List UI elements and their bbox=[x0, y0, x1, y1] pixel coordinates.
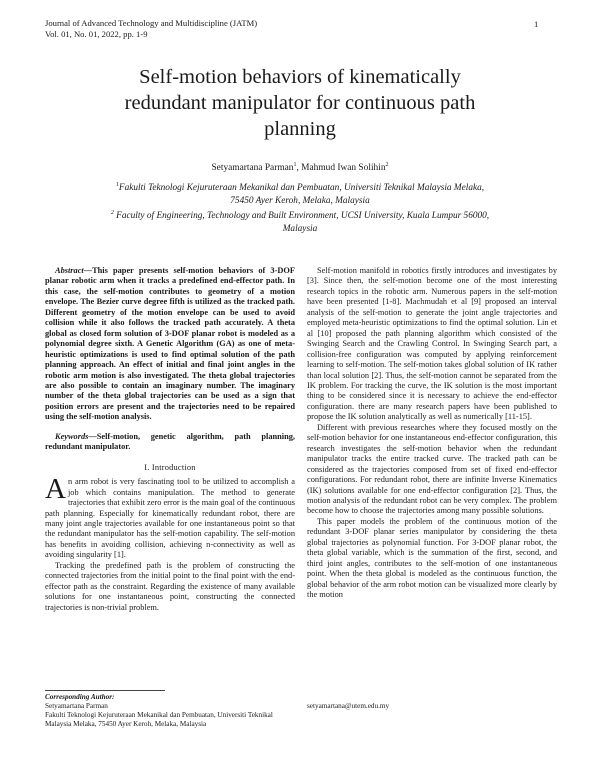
affiliation-2 bbox=[56, 210, 544, 236]
affiliation-1 bbox=[56, 182, 544, 208]
author-2-sup: 2 bbox=[385, 161, 389, 168]
author-1-sup: 1 bbox=[293, 161, 297, 168]
affil-2-line-2: Malaysia bbox=[282, 224, 318, 234]
author-separator: , bbox=[296, 163, 302, 173]
intro-paragraph-2: Tracking the predefined path is the problem of constructing the connected trajectories from the initial point to the final point with the end-effector path as the constraint. Regarding the existence of many available solutions for one instantaneous point, constructing the connected trajectories is non-trivial problem. bbox=[45, 560, 295, 612]
left-column bbox=[45, 266, 295, 613]
footnote-rule bbox=[45, 690, 165, 691]
abstract-text: —This paper presents self-motion behaviors of 3-DOF planar robotic arm when it tracks a predefined end-effector path. In this case, the self-motion contributes to geometry of a motion envelope. The Bezier curve degree fifth is utilized as the tracked path. Different geometry of the motion envelope can be used to avoid collision while it also follows the tracked path accurately. A theta global as closed form solution of 3-DOF planar robot is modeled as a polynomial degree sixth. A Genetic Algorithm (GA) as one of meta-heuristic optimizations is used to find optimal solution of the path planning approach. An effect of initial and final joint angles in the robotic arm motion is also investigated. The theta global trajectories are also possible to contain an imaginary number. The imaginary number of the theta global trajectories can be used as a sign that position errors are present and the trajectories need to be repaired using the self-motion analysis. bbox=[45, 266, 295, 422]
corresponding-author-email: setyamartana@utem.edu.my bbox=[307, 702, 390, 710]
title-line-2: redundant manipulator for continuous path bbox=[124, 92, 476, 114]
affil-2-sup: 2 bbox=[110, 209, 114, 216]
abstract bbox=[45, 266, 295, 423]
right-column bbox=[307, 266, 557, 601]
keywords-label: Keywords bbox=[55, 431, 89, 441]
title-line-1: Self-motion behaviors of kinematically bbox=[139, 66, 461, 88]
title-line-3: planning bbox=[264, 118, 336, 140]
intro-paragraph-1 bbox=[45, 473, 295, 561]
running-header bbox=[45, 18, 257, 40]
section-heading-introduction: I. Introduction bbox=[144, 462, 196, 472]
right-paragraph-3: This paper models the problem of the continuous motion of the redundant 3-DOF planar series manipulator by considering the theta global trajectories as polynomial function. For 3-DOF planar robot, the theta global variable, which is the summation of the first, second, and third joint angles, contributes to the self-motion of one instantaneous point. When the theta global is modeled as the continuous function, the global behavior of the arm robot motion can be visualized more clearly by the motion bbox=[307, 516, 557, 600]
corresponding-author-affil-1: Fakulti Teknologi Kejuruteraan Mekanikal dan Pembuatan, Universiti Teknikal bbox=[45, 711, 273, 719]
corresponding-author-affil-2: Malaysia Melaka, 75450 Ayer Keroh, Melaka, Malaysia bbox=[45, 720, 207, 728]
paper-title bbox=[60, 64, 540, 142]
intro-paragraph-1-text: n arm robot is very fascinating tool to be utilized to accomplish a job which contains manipulation. The method to generate trajectories that exhibit zero error is the main goal of the continuous path planning. Especially for kinematically redundant robot, there are many joint angle trajectories available for one instantaneous point so that the redundant manipulator has the self-motion capability. The self-motion has benefits in avoiding collision, achieving n-connectivity as well as avoiding singularity [1]. bbox=[45, 477, 295, 560]
drop-cap: A bbox=[45, 473, 66, 506]
keywords-text: —Self-motion, genetic algorithm, path planning, redundant manipulator. bbox=[45, 431, 295, 452]
author-list bbox=[60, 163, 540, 173]
journal-volume: Vol. 01, No. 01, 2022, pp. 1-9 bbox=[45, 29, 148, 39]
page-number: 1 bbox=[534, 19, 539, 29]
corresponding-author bbox=[45, 693, 305, 729]
affil-1-line-1: Fakulti Teknologi Kejuruteraan Mekanikal dan Pembuatan, Universiti Teknikal Malaysia Melaka, bbox=[118, 183, 485, 193]
corresponding-author-name: Setyamartana Parman bbox=[45, 702, 108, 710]
corresponding-author-label: Corresponding Author: bbox=[45, 693, 115, 701]
keywords bbox=[45, 432, 295, 453]
right-paragraph-2: Different with previous researches where they focused mostly on the self-motion behavior for one instantaneous end-effector configuration, this research investigates the self-motion behavior when the redundant manipulator tracks the entire tracked curve. The tracked path can be considered as the trajectories composed from set of fixed end-effector configurations. For redundant robot, there are infinite Inverse Kinematics (IK) solutions available for one end-effector configuration [2]. Thus, the motion analysis of the redundant robot can be very complex. The problem become how to choose the trajectories among many possible solutions. bbox=[307, 422, 557, 516]
journal-name: Journal of Advanced Technology and Multidiscipline (JATM) bbox=[45, 18, 258, 28]
affil-1-sup: 1 bbox=[115, 181, 119, 188]
affil-1-line-2: 75450 Ayer Keroh, Melaka, Malaysia bbox=[230, 196, 370, 206]
author-2: Mahmud Iwan Solihin bbox=[301, 163, 386, 173]
abstract-label: Abstract bbox=[55, 266, 84, 275]
affil-2-line-1: Faculty of Engineering, Technology and Built Environment, UCSI University, Kuala Lumpur 56000, bbox=[113, 211, 490, 221]
author-1: Setyamartana Parman bbox=[211, 163, 294, 173]
right-paragraph-1: Self-motion manifold in robotics firstly introduces and investigates by [3]. Since then, the self-motion become one of the most interesting research topics in the robotic arm. Numerous papers in the self-motion have been presented [1-8]. Machmudah et al [9] proposed an interval analysis of the self-motion to generate the joint angle trajectories and employed meta-heuristic optimizations to find the optimal solution. Lin et al [10] proposed the path planning algorithm which consisted of the Swinging Search and the Crawling Control. In Swinging Search part, a collision-free configuration was computed by applying reinforcement learning to self-motion. The self-motion takes global solution of IK rather than local solution [2]. Thus, the self-motion cannot be separated from the IK problem. For tracking the curve, the IK solution is the most important thing to be considered since it is necessary to achieve the end-effector configuration. there are many research papers have been published to propose the IK solution analytically as well as numerically [11-15]. bbox=[307, 266, 557, 422]
